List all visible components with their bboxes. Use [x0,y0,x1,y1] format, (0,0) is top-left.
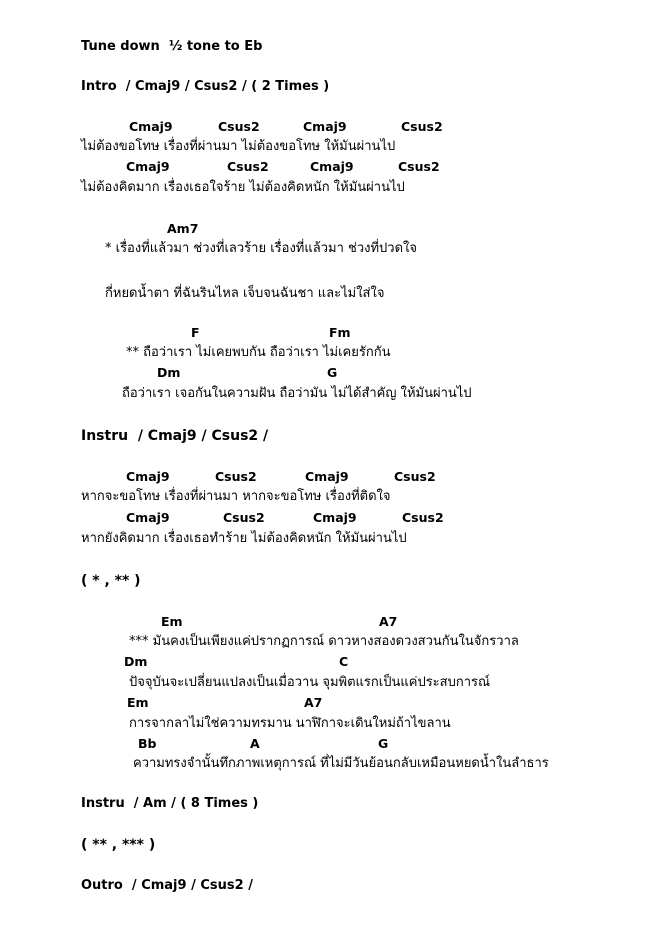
instru-line: Instru / Cmaj9 / Csus2 / [81,428,269,444]
verse2-chord: Csus2 [223,510,265,525]
verse2-chord: Cmaj9 [313,510,357,525]
chorus-lyric: ** ถือว่าเรา ไม่เคยพบกัน ถือว่าเรา ไม่เคยรักกัน [126,345,391,360]
verse1-chord: Csus2 [401,119,443,134]
tuning-note: Tune down ½ tone to Eb [81,39,263,54]
verse2-chord: Csus2 [402,510,444,525]
chorus-chord: Fm [329,325,351,340]
intro-line: Intro / Cmaj9 / Csus2 / ( 2 Times ) [81,79,330,94]
prechorus-lyric: กี่หยดน้ำตา ที่ฉันรินไหล เจ็บจนฉันชา และไม่ใส่ใจ [105,286,385,301]
bridge-chord: Em [127,695,149,710]
verse1-chord: Cmaj9 [303,119,347,134]
verse1-lyric: ไม่ต้องคิดมาก เรื่องเธอใจร้าย ไม่ต้องคิดหนัก ให้มันผ่านไป [81,180,405,195]
verse1-chord: Csus2 [398,159,440,174]
verse2-chord: Csus2 [215,469,257,484]
bridge-chord: G [378,736,389,751]
bridge-lyric: ความทรงจำนั้นทึกภาพเหตุการณ์ ที่ไม่มีวันย้อนกลับเหมือนหยดน้ำในลำธาร [133,756,549,771]
outro-line: Outro / Cmaj9 / Csus2 / [81,878,253,893]
verse1-chord: Cmaj9 [126,159,170,174]
verse1-chord: Csus2 [218,119,260,134]
verse2-chord: Cmaj9 [126,510,170,525]
prechorus-chord: Am7 [167,221,199,236]
instru-line: Instru / Am / ( 8 Times ) [81,796,259,811]
bridge-chord: Em [161,614,183,629]
bridge-chord: Dm [124,654,148,669]
repeat-marker: ( * , ** ) [81,573,141,589]
verse1-lyric: ไม่ต้องขอโทษ เรื่องที่ผ่านมา ไม่ต้องขอโทษ ให้มันผ่านไป [81,139,396,154]
prechorus-lyric: * เรื่องที่แล้วมา ช่วงที่เลวร้าย เรื่องที่แล้วมา ช่วงที่ปวดใจ [105,241,418,256]
bridge-chord: C [339,654,349,669]
bridge-chord: A [250,736,260,751]
bridge-lyric: ปัจจุบันจะเปลี่ยนแปลงเป็นเมื่อวาน จุมพิตแรกเป็นแค่ประสบการณ์ [129,675,491,690]
bridge-lyric: การจากลาไม่ใช่ความทรมาน นาฬิกาจะเดินใหม่ถ้าไขลาน [129,716,451,731]
verse2-lyric: หากจะขอโทษ เรื่องที่ผ่านมา หากจะขอโทษ เรื่องที่ติดใจ [81,489,391,504]
verse2-chord: Cmaj9 [126,469,170,484]
verse1-chord: Cmaj9 [310,159,354,174]
chorus-chord: Dm [157,365,181,380]
bridge-lyric: *** มันคงเป็นเพียงแค่ปรากฏการณ์ ดาวหางสองดวงสวนกันในจักรวาล [129,634,519,649]
bridge-chord: A7 [379,614,398,629]
bridge-chord: Bb [138,736,157,751]
verse1-chord: Csus2 [227,159,269,174]
chorus-chord: G [327,365,338,380]
verse2-lyric: หากยังคิดมาก เรื่องเธอทำร้าย ไม่ต้องคิดหนัก ให้มันผ่านไป [81,531,407,546]
verse2-chord: Cmaj9 [305,469,349,484]
bridge-chord: A7 [304,695,323,710]
verse1-chord: Cmaj9 [129,119,173,134]
chorus-lyric: ถือว่าเรา เจอกันในความฝัน ถือว่ามัน ไม่ได้สำคัญ ให้มันผ่านไป [122,386,472,401]
repeat-marker: ( ** , *** ) [81,837,156,853]
chorus-chord: F [191,325,200,340]
verse2-chord: Csus2 [394,469,436,484]
